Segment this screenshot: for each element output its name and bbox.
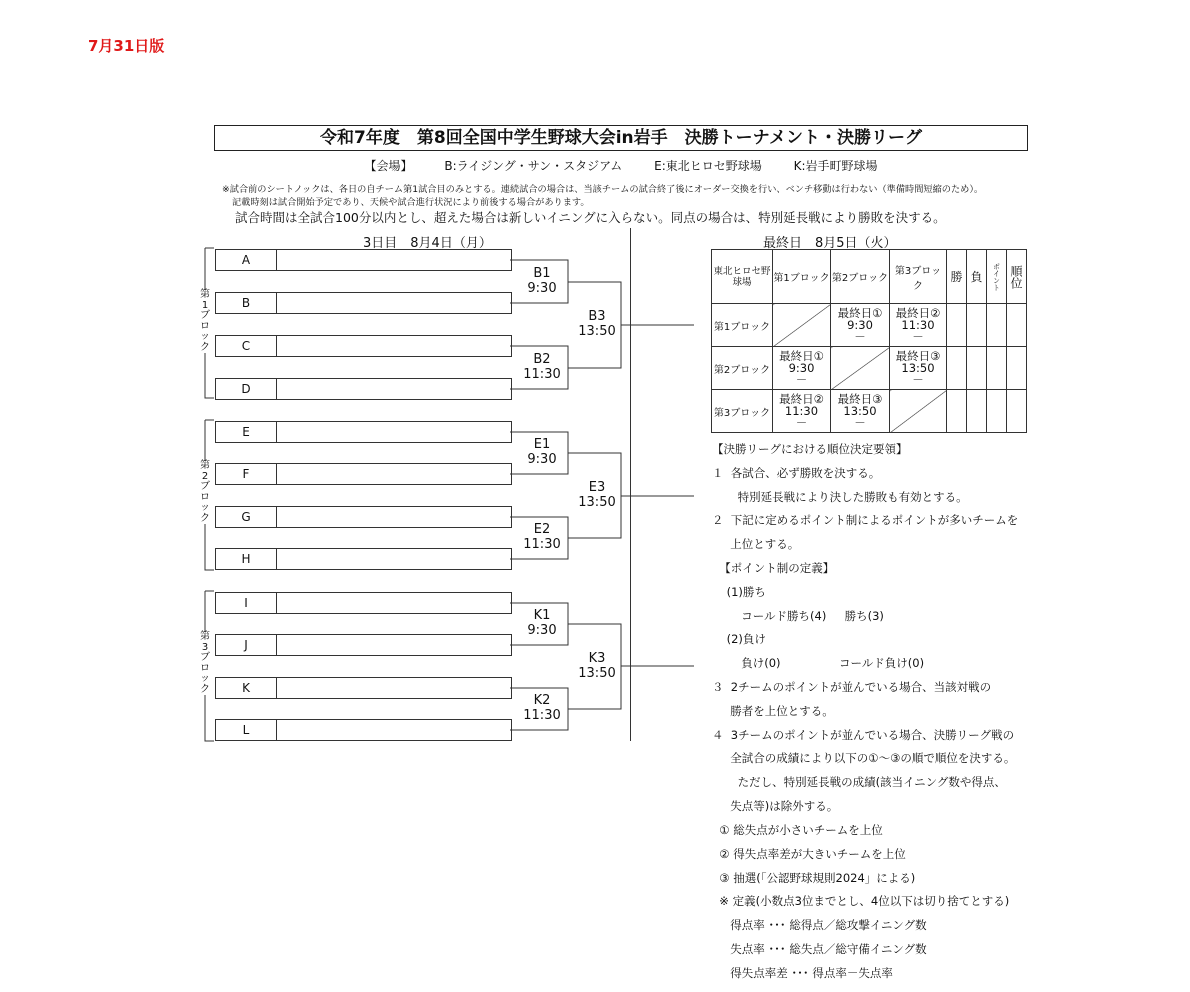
rank-header-label: 順位 — [1009, 264, 1023, 289]
team-name-blank — [277, 634, 512, 656]
game-code: B3 — [588, 309, 606, 324]
rules-line: 失点率 ･･･ 総失点／総守備イニング数 — [712, 941, 927, 956]
team-name-blank — [277, 548, 512, 570]
league-points-cell — [987, 304, 1007, 347]
game-e1 — [512, 437, 572, 467]
match-time: 9:30 — [847, 318, 873, 332]
team-slot: K — [215, 677, 277, 699]
rules-line: 失点等)は除外する。 — [712, 799, 839, 814]
match-label: 最終日① — [837, 306, 883, 320]
game-time: 9:30 — [527, 452, 557, 467]
team-name-blank — [277, 421, 512, 443]
note-time-limit: 試合時間は全試合100分以内とし、超えた場合は新しいイニングに入らない。同点の場合は、特別延長戦により勝敗を決する。 — [235, 210, 946, 225]
league-col-block3: 第3ブロック — [890, 250, 947, 304]
league-match-3v1 — [773, 390, 831, 433]
block-1-label: 第 1 ブ ロ ッ ク — [200, 289, 210, 353]
league-row-block2: 第2ブロック — [712, 347, 773, 390]
game-code: B1 — [533, 266, 551, 281]
league-rank-cell — [1007, 390, 1027, 433]
match-label: 最終日① — [779, 349, 824, 363]
match-score: － — [854, 330, 866, 344]
league-match-1v3 — [890, 304, 947, 347]
team-slot: G — [215, 506, 277, 528]
team-slot: L — [215, 719, 277, 741]
match-score: － — [912, 373, 924, 387]
game-k1 — [512, 608, 572, 638]
team-slot: J — [215, 634, 277, 656]
rules-line: 得点率 ･･･ 総得点／総攻撃イニング数 — [712, 918, 927, 933]
game-code: E2 — [533, 522, 551, 537]
game-code: B2 — [533, 352, 551, 367]
team-name-blank — [277, 378, 512, 400]
rules-line: 全試合の成績により以下の①～③の順で順位を決する。 — [712, 751, 1016, 766]
match-label: 最終日② — [779, 392, 824, 406]
team-name-blank — [277, 506, 512, 528]
game-k3 — [567, 651, 627, 681]
game-k2 — [512, 693, 572, 723]
edition-label: 7月31日版 — [88, 37, 165, 55]
rules-line: コールド勝ち(4) 勝ち(3) — [712, 608, 884, 623]
league-match-3v2 — [831, 390, 890, 433]
game-time: 13:50 — [578, 495, 616, 510]
game-time: 11:30 — [523, 537, 561, 552]
final-league-table — [711, 249, 1027, 433]
note-sheet-knock: ※試合前のシートノックは、各日の自チーム第1試合目のみとする。連続試合の場合は、当該チームの試合終了後にオーダー交換を行い、ベンチ移動は行わない（準備時間短縮のため）。 — [222, 184, 984, 195]
rules-line: 負け(0) コールド負け(0) — [712, 656, 925, 671]
league-row-block1: 第1ブロック — [712, 304, 773, 347]
league-col-wins: 勝 — [947, 250, 967, 304]
rules-line: 得失点率差 ･･･ 得点率－失点率 — [712, 965, 893, 980]
team-slot: H — [215, 548, 277, 570]
game-code: E3 — [588, 480, 606, 495]
league-col-block2: 第2ブロック — [831, 250, 890, 304]
league-row-block3: 第3ブロック — [712, 390, 773, 433]
league-self-cell — [890, 390, 947, 433]
match-time: 13:50 — [901, 361, 935, 375]
rules-line: ただし、特別延長戦の成績(該当イニング数や得点、 — [712, 775, 1006, 790]
league-match-2v3 — [890, 347, 947, 390]
game-time: 9:30 — [527, 281, 557, 296]
rules-line: 【決勝リーグにおける順位決定要領】 — [712, 441, 908, 456]
block-2-label: 第 2 ブ ロ ッ ク — [200, 460, 210, 524]
league-col-points — [987, 250, 1007, 304]
team-slot: A — [215, 249, 277, 271]
game-time: 11:30 — [523, 708, 561, 723]
game-time: 13:50 — [578, 324, 616, 339]
game-code: K2 — [533, 693, 551, 708]
ranking-rules — [712, 432, 1018, 992]
team-name-blank — [277, 292, 512, 314]
team-name-blank — [277, 249, 512, 271]
league-losses-cell — [967, 304, 987, 347]
league-col-rank — [1007, 250, 1027, 304]
league-col-block1: 第1ブロック — [773, 250, 831, 304]
match-time: 11:30 — [901, 318, 935, 332]
team-name-blank — [277, 592, 512, 614]
league-wins-cell — [947, 347, 967, 390]
game-code: K1 — [533, 608, 551, 623]
rules-line: 勝者を上位とする。 — [712, 703, 834, 718]
league-points-cell — [987, 347, 1007, 390]
league-losses-cell — [967, 347, 987, 390]
league-wins-cell — [947, 304, 967, 347]
match-time: 11:30 — [784, 404, 819, 418]
match-score: － — [854, 416, 866, 430]
team-name-blank — [277, 463, 512, 485]
game-time: 13:50 — [578, 666, 616, 681]
rules-line: ② 得失点率差が大きいチームを上位 — [712, 846, 906, 861]
rules-line: (1)勝ち — [712, 584, 766, 599]
league-rank-cell — [1007, 304, 1027, 347]
rules-line: ３ 2チームのポイントが並んでいる場合、当該対戦の — [712, 680, 992, 695]
match-time: 13:50 — [843, 404, 877, 418]
team-slot: I — [215, 592, 277, 614]
rules-line: 上位とする。 — [712, 537, 800, 552]
team-slot: C — [215, 335, 277, 357]
league-col-losses: 負 — [967, 250, 987, 304]
game-code: E1 — [533, 437, 551, 452]
game-e2 — [512, 522, 572, 552]
team-name-blank — [277, 719, 512, 741]
league-rank-cell — [1007, 347, 1027, 390]
points-header-label: ポイント — [992, 262, 1001, 291]
team-slot: B — [215, 292, 277, 314]
league-self-cell — [773, 304, 831, 347]
league-self-cell — [831, 347, 890, 390]
match-label: 最終日③ — [837, 392, 883, 406]
team-slot: E — [215, 421, 277, 443]
game-b2 — [512, 352, 572, 382]
rules-line: ③ 抽選(「公認野球規則2024」による) — [712, 870, 916, 885]
page-title: 令和7年度 第8回全国中学生野球大会in岩手 決勝トーナメント・決勝リーグ — [214, 125, 1028, 151]
rules-line: 特別延長戦により決した勝敗も有効とする。 — [712, 489, 968, 504]
game-e3 — [567, 480, 627, 510]
team-name-blank — [277, 677, 512, 699]
match-label: 最終日② — [895, 306, 941, 320]
game-b3 — [567, 309, 627, 339]
team-slot: F — [215, 463, 277, 485]
venue-e: E:東北ヒロセ野球場 — [654, 159, 762, 173]
game-b1 — [512, 266, 572, 296]
match-label: 最終日③ — [895, 349, 941, 363]
league-match-1v2 — [831, 304, 890, 347]
team-slot: D — [215, 378, 277, 400]
game-code: K3 — [588, 651, 606, 666]
day3-heading: 3日目 8月4日（月） — [363, 236, 492, 251]
rules-line: 【ポイント制の定義】 — [712, 560, 835, 575]
final-day-heading: 最終日 8月5日（火） — [763, 236, 897, 251]
league-points-cell — [987, 390, 1007, 433]
rules-line: ① 総失点が小さいチームを上位 — [712, 822, 883, 837]
rules-line: ４ 3チームのポイントが並んでいる場合、決勝リーグ戦の — [712, 727, 1015, 742]
match-time: 9:30 — [788, 361, 815, 375]
league-match-2v1 — [773, 347, 831, 390]
rules-line: １ 各試合、必ず勝敗を決する。 — [712, 465, 881, 480]
league-corner-cell: 東北ヒロセ野球場 — [712, 250, 773, 304]
venue-b: B:ライジング・サン・スタジアム — [444, 159, 623, 173]
match-score: － — [795, 416, 808, 430]
venue-heading: 【会場】 — [364, 159, 413, 173]
game-time: 11:30 — [523, 367, 561, 382]
rules-line: ２ 下記に定めるポイント制によるポイントが多いチームを — [712, 513, 1019, 528]
match-score: － — [795, 373, 808, 387]
league-wins-cell — [947, 390, 967, 433]
venue-k: K:岩手町野球場 — [793, 159, 878, 173]
block-3-label: 第 3 ブ ロ ッ ク — [200, 631, 210, 695]
league-losses-cell — [967, 390, 987, 433]
rules-line: ※ 定義(小数点3位までとし、4位以下は切り捨てとする) — [712, 894, 1010, 909]
note-start-time: 記載時刻は試合開始予定であり、天候や試合進行状況により前後する場合があります。 — [232, 197, 590, 208]
match-score: － — [912, 330, 924, 344]
rules-line: (2)負け — [712, 632, 766, 647]
team-name-blank — [277, 335, 512, 357]
game-time: 9:30 — [527, 623, 557, 638]
